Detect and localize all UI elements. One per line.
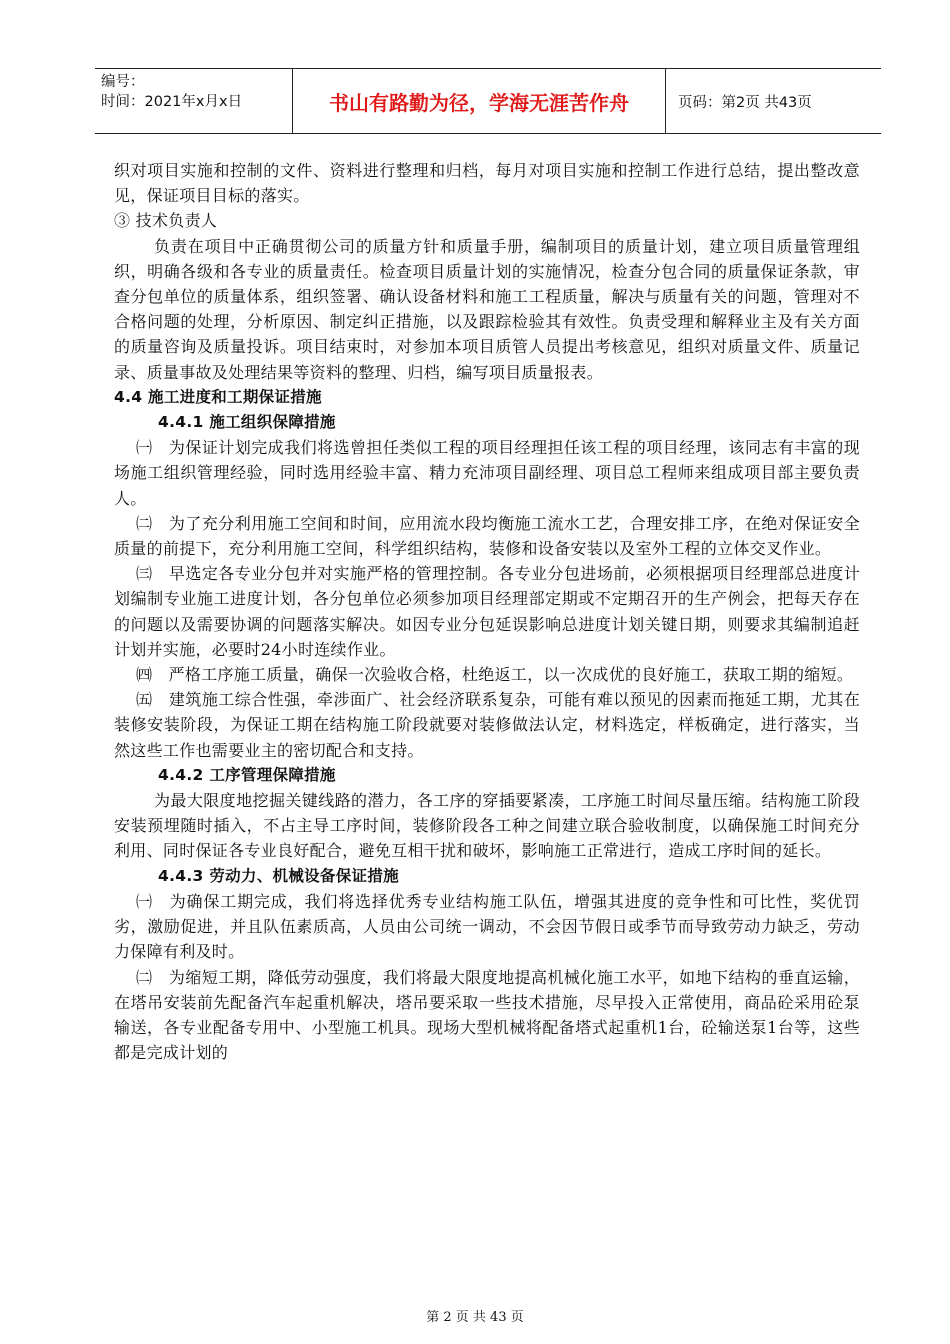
section-heading: 4.4 施工进度和工期保证措施: [114, 387, 322, 406]
body-paragraph: 织对项目实施和控制的文件、资料进行整理和归档，每月对项目实施和控制工作进行总结，提出整改意见，保证项目目标的落实。: [114, 161, 860, 206]
body-paragraph: ㈤ 建筑施工综合性强，牵涉面广、社会经济联系复杂，可能有难以预见的因素而拖延工期，尤其在装修安装阶段，为保证工期在结构施工阶段就要对装修做法认定，材料选定，样板确定，进行落实，当然这些工作也需要业主的密切配合和支持。: [114, 690, 860, 760]
body-paragraph: ③ 技术负责人: [114, 211, 218, 231]
code-label: 编号：: [101, 74, 145, 90]
header-motto: 书山有路勤为径，学海无涯苦作舟: [293, 69, 666, 133]
body-paragraph: ㈠ 为确保工期完成，我们将选择优秀专业结构施工队伍，增强其进度的竞争性和可比性，奖优罚劣，激励促进，并且队伍素质高，人员由公司统一调动，不会因节假日或季节而导致劳动力缺乏，劳动力保障有利及时。: [114, 891, 860, 962]
body-paragraph: 为最大限度地挖掘关键线路的潜力，各工序的穿插要紧凑，工序施工时间尽量压缩。结构施工阶段安装预埋随时插入，不占主导工序时间，装修阶段各工种之间建立联合验收制度，以确保施工时间充分利用、同时保证各专业良好配合，避免互相干扰和破坏，影响施工正常进行，造成工序时间的延长。: [114, 791, 860, 861]
body-paragraph: 负责在项目中正确贯彻公司的质量方针和质量手册，编制项目的质量计划，建立项目质量管理组织，明确各级和各专业的质量责任。检查项目质量计划的实施情况，检查分包合同的质量保证条款，审查分包单位的质量体系，组织签署、确认设备材料和施工工程质量，解决与质量有关的问题，管理对不合格问题的处理，分析原因、制定纠正措施，以及跟踪检验其有效性。负责受理和解释业主及有关方面的质量咨询及质量投诉。项目结束时，对参加本项目质管人员提出考核意见，组织对质量文件、质量记录、质量事故及处理结果等资料的整理、归档，编写项目质量报表。: [114, 236, 860, 382]
document-body: [114, 158, 860, 1065]
header-meta: [95, 69, 293, 133]
time-label: 时间：2021年x月x日: [101, 94, 243, 110]
page-footer: 第 2 页 共 43 页: [426, 1310, 524, 1325]
header-page-label: 页码：第2页 共43页: [678, 94, 812, 111]
section-heading: 4.4.3 劳动力、机械设备保证措施: [158, 866, 399, 885]
body-paragraph: ㈣ 严格工序施工质量，确保一次验收合格，杜绝返工，以一次成优的良好施工，获取工期的缩短。: [136, 665, 854, 685]
body-paragraph: ㈡ 为了充分利用施工空间和时间，应用流水段均衡施工流水工艺，合理安排工序，在绝对保证安全质量的前提下，充分利用施工空间，科学组织结构，装修和设备安装以及室外工程的立体交叉作业。: [114, 513, 860, 559]
section-heading: 4.4.1 施工组织保障措施: [158, 413, 336, 432]
page-header: [95, 68, 881, 134]
body-paragraph: ㈠ 为保证计划完成我们将选曾担任类似工程的项目经理担任该工程的项目经理，该同志有丰富的现场施工组织管理经验，同时选用经验丰富、精力充沛项目副经理、项目总工程师来组成项目部主要负责人。: [114, 438, 860, 508]
section-heading: 4.4.2 工序管理保障措施: [158, 765, 336, 784]
body-paragraph: ㈡ 为缩短工期，降低劳动强度，我们将最大限度地提高机械化施工水平，如地下结构的垂直运输，在塔吊安装前先配备汽车起重机解决，塔吊要采取一些技术措施，尽早投入正常使用，商品砼采用砼泵输送，各专业配备专用中、小型施工机具。现场大型机械将配备塔式起重机1台，砼输送泵1台等，这些都是完成计划的: [114, 967, 860, 1063]
body-paragraph: ㈢ 早选定各专业分包并对实施严格的管理控制。各专业分包进场前，必须根据项目经理部总进度计划编制专业施工进度计划，各分包单位必须参加项目经理部定期或不定期召开的生产例会，把每天存在的问题以及需要协调的问题落实解决。如因专业分包延误影响总进度计划关键日期，则要求其编制追赶计划并实施，必要时24小时连续作业。: [114, 564, 860, 659]
